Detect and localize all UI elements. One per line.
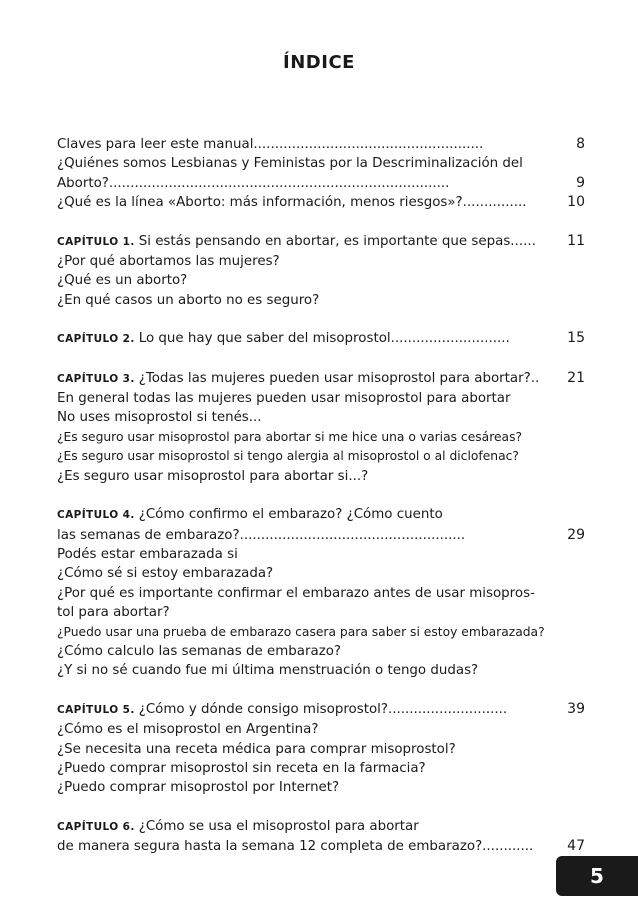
page-number: 5 [590, 864, 604, 888]
toc-entry-text: ¿En qué casos un aborto no es seguro? [57, 292, 320, 308]
toc-entry [57, 369, 585, 389]
toc-entry-text: En general todas las mujeres pueden usar misoprostol para abortar [57, 391, 511, 407]
toc-entry-text: ¿Puedo comprar misoprostol sin receta en la farmacia? [57, 760, 426, 776]
toc-entry-text: ¿Por qué abortamos las mujeres? [57, 254, 280, 270]
toc-page-number: 11 [567, 232, 585, 249]
toc-entry-text: ¿Quiénes somos Lesbianas y Feministas por la Descriminalización del [57, 156, 523, 172]
toc-page-number: 8 [576, 136, 585, 152]
toc-entry [57, 232, 585, 252]
toc-entry-text: ¿Es seguro usar misoprostol para abortar si...? [57, 468, 369, 484]
toc-entry-text: de manera segura hasta la semana 12 completa de embarazo?............ [57, 839, 534, 855]
toc-entry-text: ¿Por qué es importante confirmar el embarazo antes de usar misopros- [57, 585, 535, 601]
toc-entry [57, 526, 585, 545]
toc-page-number: 15 [567, 330, 585, 347]
chapter-label: CAPÍTULO 4. [57, 509, 135, 522]
toc-entry [57, 135, 585, 154]
toc-line [57, 740, 585, 759]
page-title: ÍNDICE [283, 52, 355, 73]
section-gap [57, 310, 585, 329]
toc-entry-text: Claves para leer este manual...................................................... [57, 137, 484, 152]
toc-page-number: 39 [567, 700, 585, 717]
toc-entry [57, 837, 585, 856]
toc-entry-text: ¿Puedo comprar misoprostol por Internet? [57, 780, 340, 796]
toc-line [57, 447, 585, 466]
page-number-badge [556, 856, 638, 896]
section-gap [57, 486, 585, 505]
toc-line [57, 408, 585, 427]
toc-page-number: 10 [567, 194, 585, 211]
toc-entry-text: ¿Puedo usar una prueba de embarazo casera para saber si estoy embarazada? [57, 624, 545, 639]
toc-entry-text: ¿Todas las mujeres pueden usar misoprostol para abortar?.. [138, 370, 540, 386]
toc-line [57, 661, 585, 680]
toc-entry-text: Si estás pensando en abortar, es importante que sepas...... [138, 233, 536, 249]
section-gap [57, 350, 585, 369]
toc-entry-text: ¿Qué es un aborto? [57, 273, 188, 289]
toc-entry [57, 174, 585, 193]
toc-line [57, 778, 585, 797]
toc-page-number: 29 [567, 526, 585, 543]
toc-page-number: 9 [576, 174, 585, 191]
toc-line [57, 389, 585, 408]
toc-entry-text: Lo que hay que saber del misoprostol............................ [138, 331, 510, 347]
toc-entry-text: No uses misoprostol si tenés... [57, 410, 262, 426]
toc-entry-text: ¿Cómo es el misoprostol en Argentina? [57, 722, 319, 738]
toc-entry-text: ¿Cómo se usa el misoprostol para abortar [138, 818, 419, 834]
toc-line [57, 720, 585, 739]
toc-entry-text: ¿Qué es la línea «Aborto: más información, menos riesgos»?............... [57, 195, 527, 211]
toc-entry [57, 329, 585, 349]
toc-entry-text: Aborto?................................................................................ [57, 175, 450, 191]
toc-entry-text: ¿Es seguro usar misoprostol para abortar si me hice una o varias cesáreas? [57, 429, 523, 444]
toc-line [57, 271, 585, 290]
toc-entry [57, 193, 585, 212]
toc-entry-text: tol para abortar? [57, 605, 170, 621]
section-gap [57, 681, 585, 700]
chapter-label: CAPÍTULO 6. [57, 820, 135, 833]
chapter-label: CAPÍTULO 2. [57, 333, 135, 346]
toc-line [57, 545, 585, 564]
toc-line [57, 817, 585, 837]
toc-line [57, 291, 585, 310]
chapter-label: CAPÍTULO 3. [57, 372, 135, 385]
section-gap [57, 213, 585, 232]
toc-entry-text: las semanas de embarazo?..................................................... [57, 527, 466, 543]
toc-entry-text: ¿Cómo confirmo el embarazo? ¿Cómo cuento [138, 507, 443, 523]
toc-entry-text: ¿Es seguro usar misoprostol si tengo alergia al misoprostol o al diclofenac? [57, 449, 519, 464]
toc-line [57, 564, 585, 583]
toc-entry-text: ¿Cómo sé si estoy embarazada? [57, 566, 274, 582]
toc-page-number: 47 [567, 838, 585, 855]
toc-page-number: 21 [567, 369, 585, 386]
toc-entry-text: ¿Y si no sé cuando fue mi última menstruación o tengo dudas? [57, 663, 479, 679]
toc-line [57, 603, 585, 622]
toc-entry-text: ¿Cómo y dónde consigo misoprostol?............................ [138, 701, 508, 717]
toc-line [57, 467, 585, 486]
chapter-label: CAPÍTULO 5. [57, 703, 135, 716]
section-gap [57, 798, 585, 817]
toc-line [57, 505, 585, 525]
toc-line [57, 252, 585, 271]
toc-line [57, 154, 585, 173]
toc-entry-text: Podés estar embarazada si [57, 546, 238, 562]
toc-entry [57, 700, 585, 720]
toc-entry-text: ¿Se necesita una receta médica para comprar misoprostol? [57, 741, 456, 757]
table-of-contents [57, 135, 585, 857]
toc-line [57, 759, 585, 778]
toc-line [57, 428, 585, 447]
toc-entry-text: ¿Cómo calculo las semanas de embarazo? [57, 643, 342, 659]
toc-line [57, 623, 585, 642]
toc-line [57, 642, 585, 661]
toc-line [57, 584, 585, 603]
chapter-label: CAPÍTULO 1. [57, 235, 135, 248]
